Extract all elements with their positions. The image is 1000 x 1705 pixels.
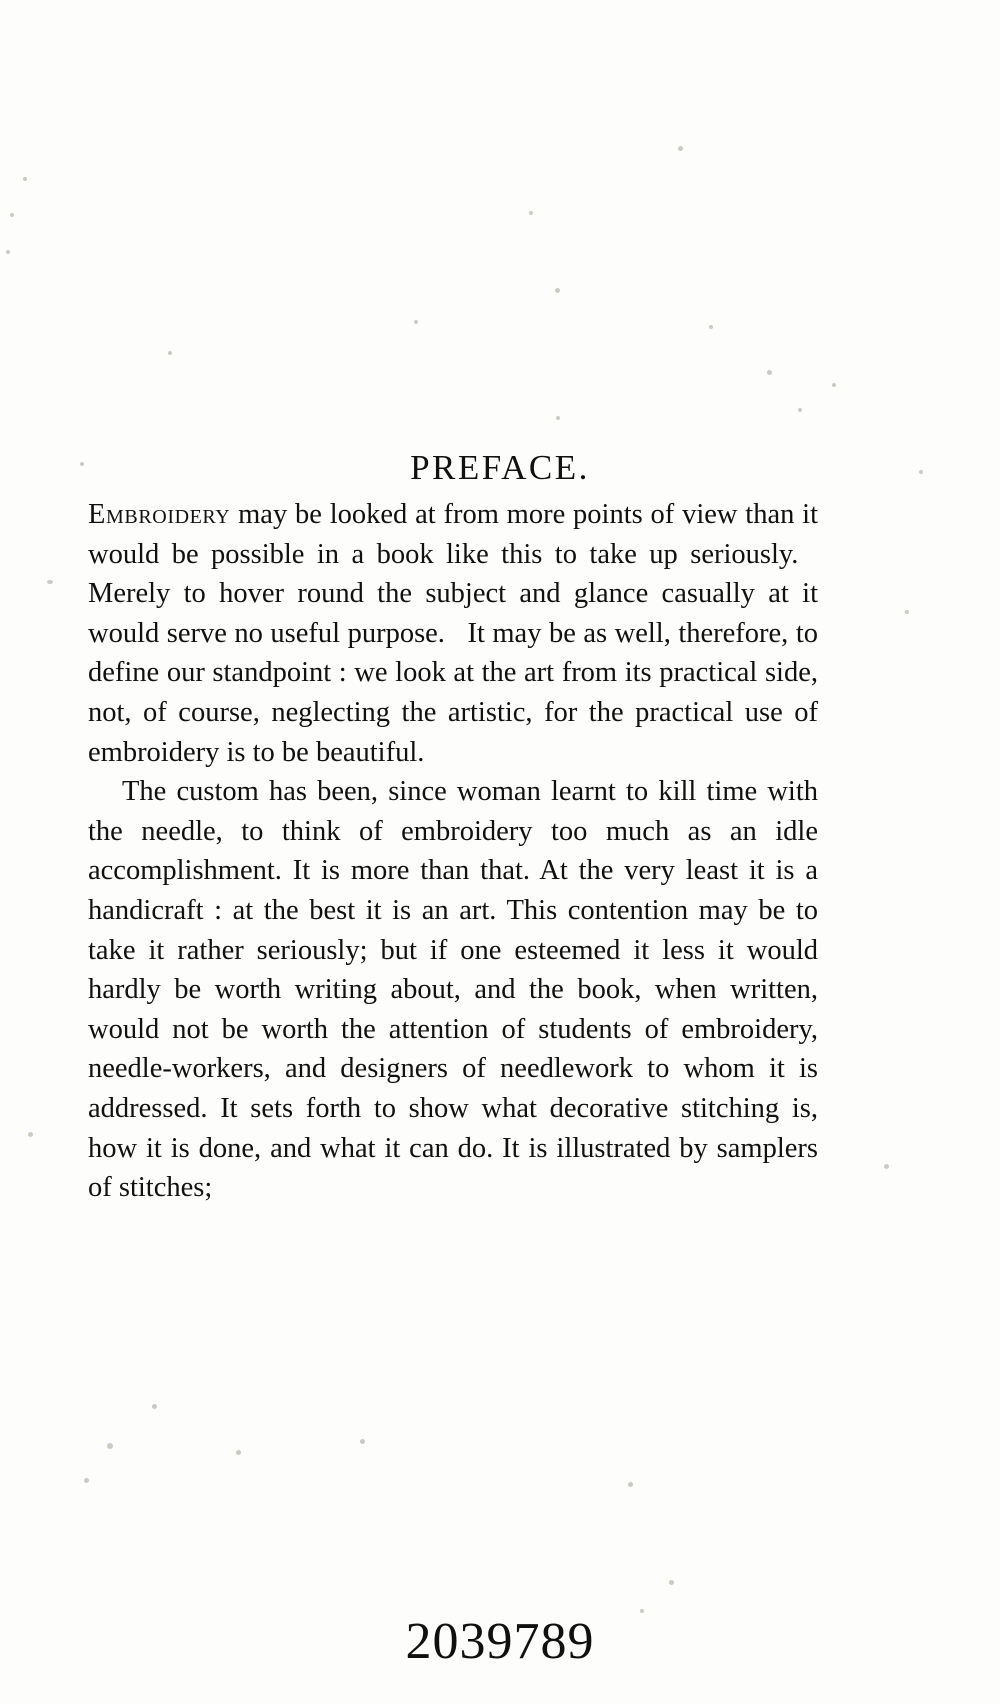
dust-speck — [236, 1450, 241, 1455]
dust-speck — [28, 1132, 33, 1137]
dust-speck — [6, 250, 10, 254]
dust-speck — [628, 1482, 633, 1487]
dust-speck — [832, 383, 836, 387]
paragraph-1-rest: may be looked at from more points of view than it would be possible in a book like this to take up seriously. Merely to hover round the subject and glance casually at it would serve no useful purpose. It may be as well, therefore, to define our standpoint : we look at the art from its practical side, not, of course, neglecting the artistic, for the practical use of embroidery is to be beautiful. — [88, 499, 818, 768]
dust-speck — [555, 288, 560, 293]
dust-speck — [798, 408, 802, 412]
dust-speck — [669, 1580, 674, 1585]
dust-speck — [23, 177, 27, 181]
dust-speck — [107, 1443, 113, 1449]
paragraph-1 — [88, 495, 818, 772]
dust-speck — [360, 1439, 365, 1444]
dust-speck — [884, 1164, 889, 1169]
dust-speck — [678, 146, 683, 151]
dust-speck — [414, 320, 418, 324]
dust-speck — [84, 1478, 89, 1483]
dust-speck — [168, 351, 172, 355]
dust-speck — [905, 610, 909, 614]
dust-speck — [556, 416, 560, 420]
dust-speck — [709, 325, 713, 329]
dust-speck — [529, 211, 533, 215]
dust-speck — [47, 580, 53, 584]
dust-speck — [10, 213, 14, 217]
preface-body — [88, 495, 818, 1208]
accession-number: 2039789 — [405, 1613, 595, 1670]
paragraph-2: The custom has been, since woman learnt to kill time with the needle, to think of embroidery too much as an idle accomplishment. It is more than that. At the very least it is a handicraft : at the best it is an art. This contention may be to take it rather seriously; but if one esteemed it less it would hardly be worth writing about, and the book, when written, would not be worth the attention of students of embroidery, needle-workers, and designers of needlework to whom it is addressed. It sets forth to show what decorative stitching is, how it is done, and what it can do. It is illustrated by samplers of stitches; — [88, 776, 818, 1204]
dropcap-word: Embroidery — [88, 499, 231, 530]
page-title: PREFACE. — [410, 448, 590, 488]
dust-speck — [152, 1404, 157, 1409]
dust-speck — [767, 370, 772, 375]
